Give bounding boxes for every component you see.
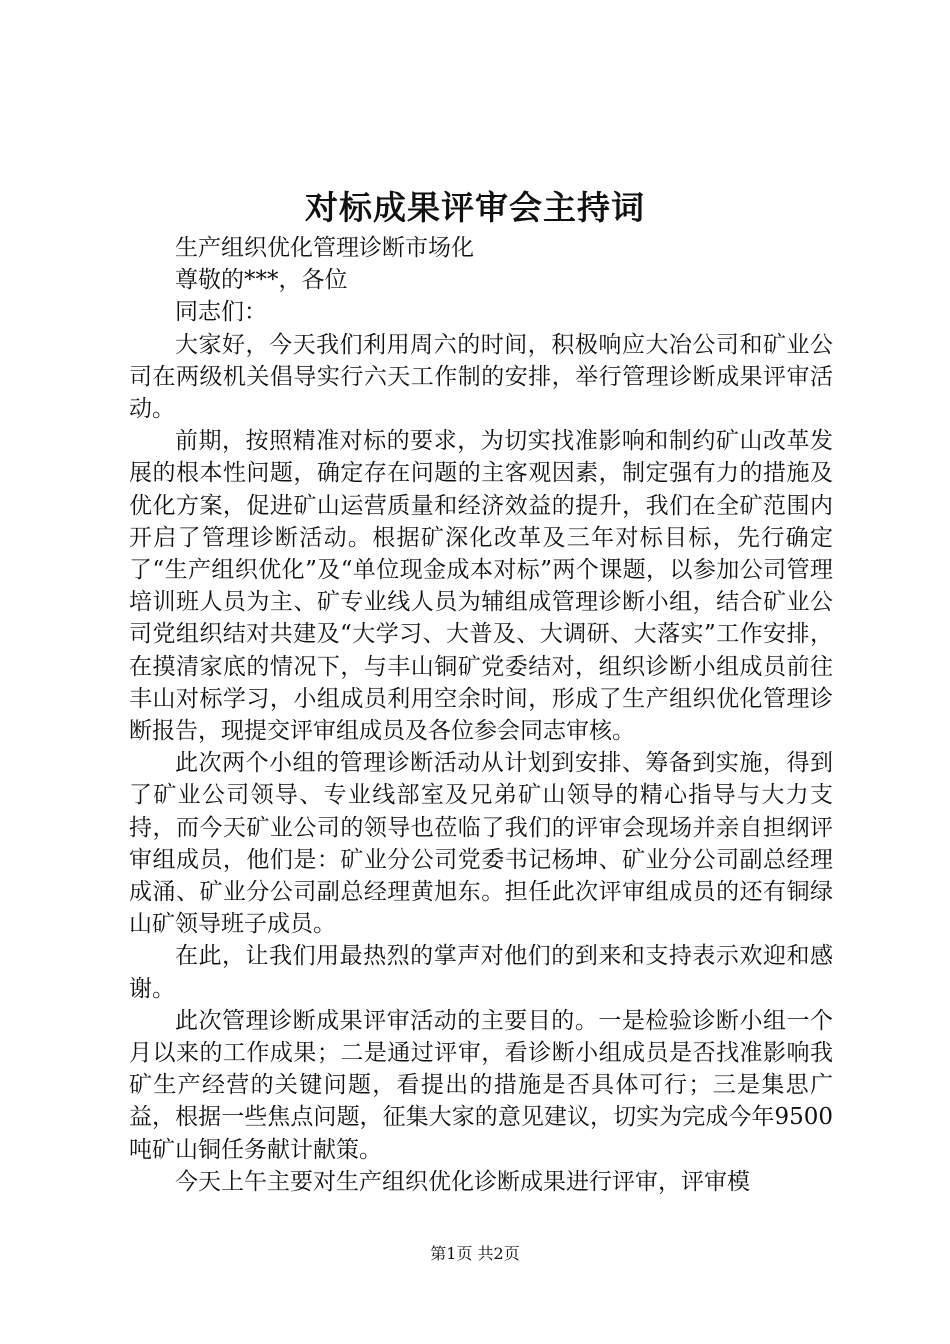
subtitle-line: 生产组织优化管理诊断市场化 [175,235,474,261]
salutation-line: 尊敬的***，各位 [175,267,348,294]
document-title: 对标成果评审会主持词 [305,188,645,227]
page-footer: 第1页 共2页 [430,1244,520,1263]
paragraph-reviewers: 此次两个小组的管理诊断活动从计划到安排、筹备到实施，得到了矿业公司领导、专业线部室及兄弟矿山领导的精心指导与大力支持，而今天矿业公司的领导也莅临了我们的评审会现场并亲自担纲评审组成员，他们是：矿业分公司党委书记杨坤、矿业分公司副总经理成涌、矿业分公司副总经理黄旭东。担任此次评审组成员的还有铜绿山矿领导班子成员。 [129,750,833,938]
paragraph-background: 前期，按照精准对标的要求，为切实找准影响和制约矿山改革发展的根本性问题，确定存在问题的主客观因素，制定强有力的措施及优化方案，促进矿山运营质量和经济效益的提升，我们在全矿范围内开启了管理诊断活动。根据矿深化改革及三年对标目标，先行确定了“生产组织优化”及“单位现金成本对标”两个课题，以参加公司管理培训班人员为主、矿专业线人员为辅组成管理诊断小组，结合矿业公司党组织结对共建及“大学习、大普及、大调研、大落实”工作安排，在摸清家底的情况下，与丰山铜矿党委结对，组织诊断小组成员前往丰山对标学习，小组成员利用空余时间，形成了生产组织优化管理诊断报告，现提交评审组成员及各位参会同志审核。 [129,428,833,745]
salutation-line-2: 同志们： [175,299,267,326]
paragraph-opening: 大家好，今天我们利用周六的时间，积极响应大冶公司和矿业公司在两级机关倡导实行六天工作制的安排，举行管理诊断成果评审活动。 [129,331,833,423]
document-body [129,232,833,1198]
paragraph-welcome: 在此，让我们用最热烈的掌声对他们的到来和支持表示欢迎和感谢。 [129,943,833,1002]
paragraph-agenda: 今天上午主要对生产组织优化诊断成果进行评审，评审模 [175,1168,750,1195]
paragraph-purpose: 此次管理诊断成果评审活动的主要目的。一是检验诊断小组一个月以来的工作成果；二是通过评审，看诊断小组成员是否找准影响我矿生产经营的关键问题，看提出的措施是否具体可行；三是集思广益，根据一些焦点问题，征集大家的意见建议，切实为完成今年9500吨矿山铜任务献计献策。 [129,1007,833,1163]
